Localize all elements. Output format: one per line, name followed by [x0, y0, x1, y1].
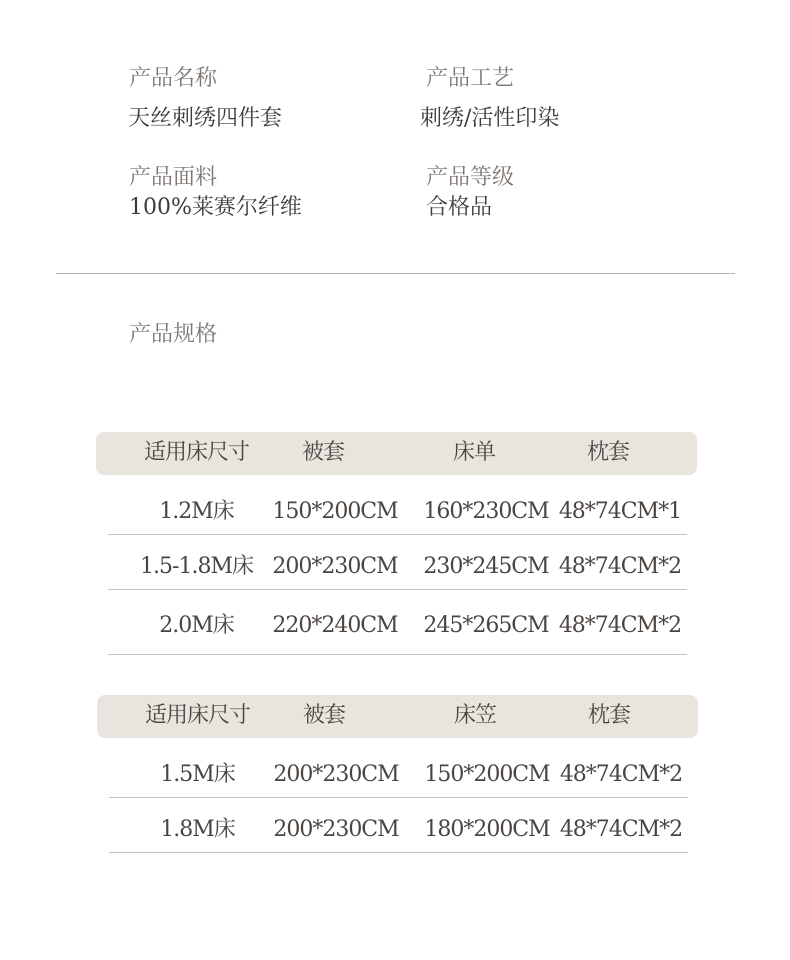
section-divider [56, 273, 735, 274]
fabric-label: 产品面料 [129, 165, 218, 190]
name-label: 产品名称 [129, 66, 218, 91]
row-cell: 150*200CM [424, 762, 550, 787]
row-cell: 1.5M床 [160, 762, 235, 787]
spec-title: 产品规格 [129, 322, 218, 347]
row-cell: 200*230CM [272, 554, 398, 579]
row-cell: 2.0M床 [159, 613, 234, 638]
row-cell: 245*265CM [423, 613, 549, 638]
size-table-2 [97, 695, 698, 853]
info-item-grade [426, 163, 716, 223]
row-cell: 1.5-1.8M床 [140, 554, 253, 579]
table-row [109, 738, 688, 798]
header-cell-size: 适用床尺寸 [144, 703, 250, 728]
header-cell-pillowcase: 枕套 [587, 703, 630, 728]
header-cell-pillowcase: 枕套 [586, 440, 629, 465]
table-header [97, 695, 698, 738]
table-row [108, 535, 687, 590]
table-row [109, 798, 688, 853]
fabric-value: 100%莱赛尔纤维 [129, 195, 302, 220]
row-cell: 160*230CM [423, 499, 549, 524]
row-cell: 200*230CM [273, 762, 399, 787]
table-header [96, 432, 697, 475]
size-table-1 [96, 432, 697, 655]
row-cell: 230*245CM [423, 554, 549, 579]
table-row [108, 475, 687, 535]
row-cell: 200*230CM [273, 817, 399, 842]
header-cell-size: 适用床尺寸 [143, 440, 249, 465]
craft-label: 产品工艺 [426, 66, 515, 91]
name-value: 天丝刺绣四件套 [128, 106, 283, 131]
craft-value: 刺绣/活性印染 [420, 106, 560, 131]
row-cell: 220*240CM [272, 613, 398, 638]
row-cell: 1.8M床 [160, 817, 235, 842]
header-cell-sheet: 床单 [452, 440, 495, 465]
header-cell-duvet: 被套 [302, 703, 345, 728]
grade-value: 合格品 [426, 195, 493, 220]
header-cell-duvet: 被套 [301, 440, 344, 465]
row-cell: 48*74CM*1 [558, 499, 682, 524]
header-cell-fitted-sheet: 床笠 [453, 703, 496, 728]
info-item-name [129, 64, 419, 134]
info-item-fabric [129, 163, 419, 223]
row-cell: 48*74CM*2 [559, 762, 683, 787]
table-row [108, 590, 687, 655]
row-cell: 48*74CM*2 [559, 817, 683, 842]
row-cell: 150*200CM [272, 499, 398, 524]
info-item-craft [420, 64, 716, 134]
row-cell: 48*74CM*2 [558, 554, 682, 579]
row-cell: 180*200CM [424, 817, 550, 842]
grade-label: 产品等级 [426, 165, 515, 190]
row-cell: 1.2M床 [159, 499, 234, 524]
row-cell: 48*74CM*2 [558, 613, 682, 638]
